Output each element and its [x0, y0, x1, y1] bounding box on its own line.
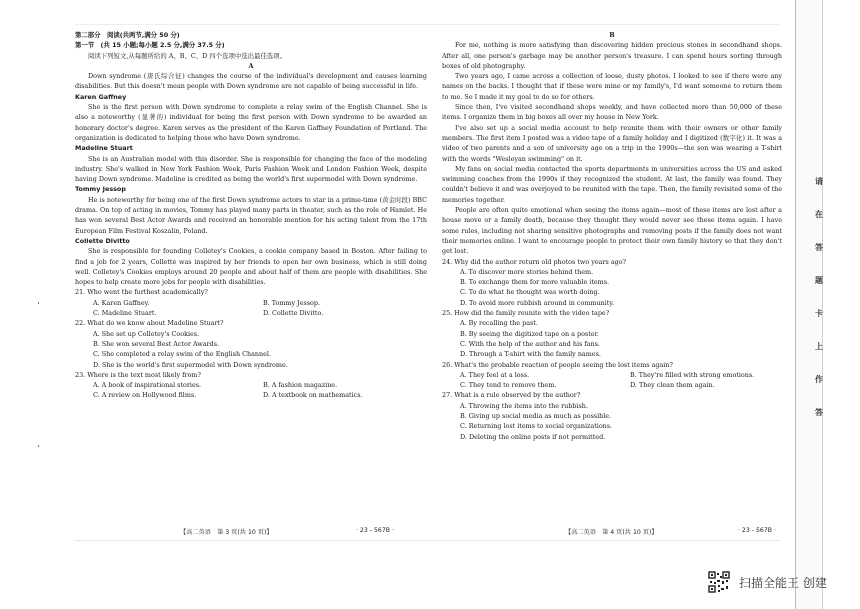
- side-strip-char: 题: [815, 275, 823, 285]
- person-name: Tommy Jessop: [75, 185, 126, 194]
- answer-option: D. Deleting the online posts if not permitted.: [460, 432, 606, 441]
- answer-option: C. Madeline Stuart.: [93, 309, 157, 318]
- side-strip-char: 上: [815, 341, 823, 351]
- answer-option: D. She is the world's first supermodel with Down syndrome.: [93, 360, 288, 369]
- left-page: [75, 30, 427, 401]
- footer-left-code: · 23 - 567B ·: [356, 527, 394, 534]
- option-row: [75, 380, 427, 390]
- footer-right-code: · 23 - 567B ·: [738, 527, 776, 534]
- footer-left: 【高二英语 第 3 页(共 10 页)】: [180, 529, 273, 536]
- person-name: Madeline Stuart: [75, 144, 133, 153]
- top-rule: [75, 24, 780, 25]
- question-stem: 21. Who went the furthest academically?: [75, 288, 208, 297]
- answer-option: C. With the help of the author and his fans.: [460, 339, 600, 348]
- answer-option: C. She completed a relay swim of the English Channel.: [93, 350, 271, 359]
- answer-option: B. By seeing the digitized tape on a poster.: [460, 329, 599, 338]
- passage-b-paragraph: For me, nothing is more satisfying than discovering hidden precious stones in secondhand shops. After all, one person's garbage may be another person's treasure. I can spend hours sorting through boxes of old photography.: [442, 41, 782, 70]
- answer-option: B. A fashion magazine.: [263, 381, 338, 390]
- subsection-title: 第一节 (共 15 小题;每小题 2.5 分,满分 37.5 分): [75, 41, 225, 50]
- person-bio: She is the first person with Down syndrome to complete a relay swim of the English Channel. She is also a noteworthy (显著的) individual for being the first person with Down syndrome to be awarded an honorary doctor's degree. Karen serves as the president of the Karen Gaffney Foundation of Portland. The organization is dedicated to helping those who have Down syndrome.: [75, 103, 427, 142]
- answer-option: B. She won several Best Actor Awards.: [93, 339, 220, 348]
- side-strip-char: 请: [815, 176, 823, 186]
- answer-option: C. To do what he thought was worth doing.: [460, 288, 600, 297]
- answer-option: C. Returning lost items to social organizations.: [460, 422, 613, 431]
- question-stem: 24. Why did the author return old photos two years ago?: [442, 257, 626, 266]
- answer-option: C. They tend to remove them.: [460, 381, 557, 390]
- scanner-watermark: 扫描全能王 创建: [739, 576, 827, 590]
- passage-a-label: A: [248, 61, 254, 70]
- answer-option: B. They're filled with strong emotions.: [630, 370, 755, 379]
- bottom-rule: [75, 540, 780, 541]
- qr-code-icon: [708, 571, 730, 593]
- left-questions: [75, 287, 427, 400]
- side-strip-char: 答: [815, 242, 823, 252]
- question-stem: 22. What do we know about Madeline Stuart?: [75, 319, 224, 328]
- side-strip-char: 作: [815, 374, 823, 384]
- option-row: [442, 370, 782, 380]
- option-row: [442, 380, 782, 390]
- question-stem: 25. How did the family reunite with the video tape?: [442, 309, 610, 318]
- passage-b-paragraph: Two years ago, I came across a collection of loose, dusty photos. I looked to see if there were any names on the backs. I thought that if these were mine or my family's, I'd want someone to return them to me. So I made it my goal to do so for others.: [442, 72, 782, 101]
- footer-right: 【高二英语 第 4 页(共 10 页)】: [565, 529, 658, 536]
- answer-option: A. To discover more stories behind them.: [460, 267, 594, 276]
- answer-option: A. Karen Gaffney.: [93, 298, 150, 307]
- side-strip-char: 卡: [815, 308, 823, 318]
- answer-option: A. They feel at a loss.: [460, 370, 530, 379]
- person-bio: She is responsible for founding Colletey's Cookies, a cookie company based in Boston. After failing to find a job for 2 years, Collette was inspired by her friends to open her own business, which is still doing well. Colletey's Cookies employs around 20 people and about half of them are people with disabilities. She hopes to help create more jobs for people with disabilities.: [75, 247, 427, 287]
- answer-option: D. To avoid more rubbish around in community.: [460, 298, 615, 307]
- answer-option: D. They clean them again.: [630, 381, 715, 390]
- answer-option: B. To exchange them for more valuable items.: [460, 278, 610, 287]
- passage-b-label: B: [609, 31, 615, 39]
- option-row: [75, 298, 427, 308]
- right-questions: [442, 257, 782, 442]
- answer-option: A. Throwing the items into the rubbish.: [460, 401, 588, 410]
- passage-b-paragraph: Since then, I've visited secondhand shops weekly, and have collected more than 50,000 of these items. I organize them in big boxes all over my house in New York.: [442, 103, 782, 122]
- section-title: 第二部分 阅读(共两节,满分 50 分): [75, 31, 180, 39]
- option-row: [75, 390, 427, 400]
- question-stem: 23. Where is the text most likely from?: [75, 370, 201, 379]
- passage-b-paragraph: People are often quite emotional when seeing the items again—most of these items are lost after a house move or a family death, because they thought they would never see these items again. I have some rules, including not sharing sensitive photographs and removing posts if the family does not want their memories online. I want to encourage people to protect their own family history so that they don't get lost.: [442, 206, 782, 256]
- side-strip-text: [812, 176, 826, 440]
- person-bio: She is an Australian model with this disorder. She is responsible for changing the face of the modeling industry. She's walked in New York Fashion Week, Paris Fashion Week and London Fashion Week, despite having Down syndrome. Madeline is credited as being the world's first supermodel with Down syndrome.: [75, 154, 427, 184]
- answer-option: A. She set up Colletey's Cookies.: [93, 329, 200, 338]
- passage-b-body: [442, 40, 782, 256]
- passage-b-paragraph: I've also set up a social media account to help reunite them with their owners or other family members. The first item I posted was a video tape of a family holiday and I digitized (数字化) it. It was a video of two parents and a son of university age on a trip in the 1990s—the son was wearing a T-shirt with the words "Wesleyan swimming" on it.: [442, 123, 782, 163]
- side-strip-char: 在: [815, 209, 823, 219]
- person-name: Collette Divitto: [75, 236, 130, 245]
- scan-mark: [38, 445, 39, 447]
- passage-b-paragraph: My fans on social media contacted the sports departments in universities across the US and asked swimming coaches from the 1990s if they recognized the student. At last, the family was found. They couldn't believe it and was overjoyed to be reunited with the tape. Then, the family revisited some of the memories together.: [442, 164, 783, 204]
- scan-mark: [38, 302, 39, 304]
- answer-option: D. Through a T-shirt with the family names.: [460, 350, 601, 359]
- side-strip-char: 答: [815, 407, 823, 417]
- person-name: Karen Gaffney: [75, 92, 127, 101]
- person-bio: He is noteworthy for being one of the first Down syndrome actors to star in a prime-time (黄金时段) BBC drama. On top of acting in movies, Tommy has played many parts in theater, such as the role of Hamlet. He has won several Best Actor Awards and received an honorable mention for his acting talent from the 17th European Film Festival Koszalin, Poland.: [75, 195, 427, 235]
- answer-option: B. Giving up social media as much as possible.: [460, 411, 612, 420]
- answer-option: B. Tommy Jessop.: [263, 298, 321, 307]
- people-list: [75, 92, 427, 288]
- question-stem: 26. What's the probable reaction of people seeing the lost items again?: [442, 360, 673, 369]
- right-page: [442, 30, 782, 442]
- instructions: 阅读下列短文,从每题所给的 A、B、C、D 四个选项中选出最佳选项。: [88, 51, 286, 60]
- passage-a-intro: Down syndrome (唐氏综合征) changes the course of the individual's development and causes learning disabilities. But this doesn't mean people with Down syndrome are not capable of being successful in life.: [75, 72, 427, 91]
- answer-option: A. By recalling the past.: [460, 319, 538, 328]
- answer-option: D. A textbook on mathematics.: [263, 391, 363, 400]
- answer-option: A. A book of inspirational stories.: [93, 381, 202, 390]
- answer-option: C. A review on Hollywood films.: [93, 391, 197, 400]
- question-stem: 27. What is a rule observed by the author?: [442, 391, 581, 400]
- answer-option: D. Collette Divitto.: [263, 309, 324, 318]
- option-row: [75, 308, 427, 318]
